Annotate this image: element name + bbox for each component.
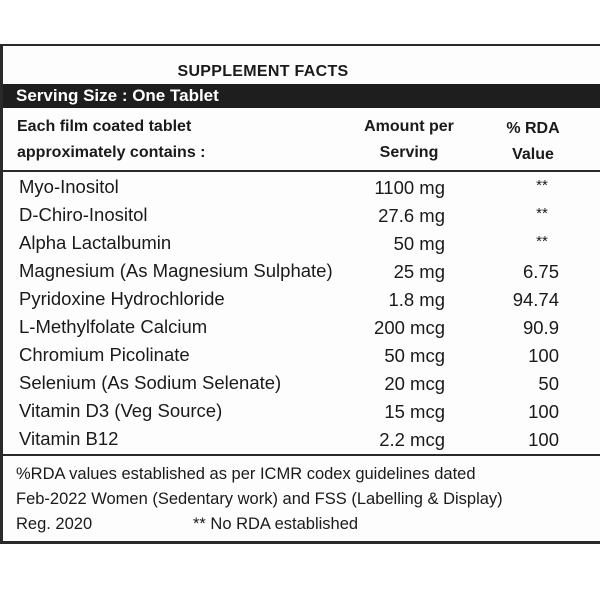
footnote xyxy=(16,462,591,537)
ingredient-name: Chromium Picolinate xyxy=(19,344,190,365)
amount-header-line2: Serving xyxy=(379,144,439,161)
serving-size-text: Serving Size : One Tablet xyxy=(16,86,219,105)
rda-header-line2: Value xyxy=(512,146,554,163)
ingredient-name: Magnesium (As Magnesium Sulphate) xyxy=(19,260,333,281)
ingredient-amount: 20 mcg xyxy=(384,373,445,394)
ingredient-amount: 1.8 mg xyxy=(388,289,445,310)
footnote-line1: %RDA values established as per ICMR codex guidelines dated xyxy=(16,465,476,483)
table-row xyxy=(3,370,600,398)
footnote-line3: Reg. 2020 xyxy=(16,515,93,533)
amount-header-line1: Amount per xyxy=(364,118,454,135)
ingredient-header-line1: Each film coated tablet xyxy=(17,118,192,135)
ingredient-rda: 50 xyxy=(538,373,559,394)
ingredient-rda: 100 xyxy=(528,429,559,450)
ingredient-column-header xyxy=(17,114,317,166)
serving-size-bar xyxy=(3,84,600,108)
table-row xyxy=(3,314,600,342)
ingredient-rda: 94.74 xyxy=(512,289,559,310)
ingredient-amount: 25 mg xyxy=(393,261,445,282)
ingredient-rda: 90.9 xyxy=(522,317,559,338)
table-row xyxy=(3,426,600,454)
ingredient-name: Pyridoxine Hydrochloride xyxy=(19,288,225,309)
table-row xyxy=(3,258,600,286)
ingredient-amount: 50 mcg xyxy=(384,345,445,366)
header-divider xyxy=(3,170,600,172)
supplement-facts-panel xyxy=(0,44,600,544)
ingredient-name: Myo-Inositol xyxy=(19,176,119,197)
table-row xyxy=(3,342,600,370)
ingredient-rda: 6.75 xyxy=(522,261,559,282)
ingredient-rda: 100 xyxy=(528,345,559,366)
footnote-line2: Feb-2022 Women (Sedentary work) and FSS (Labelling & Display) xyxy=(16,490,503,508)
ingredient-amount: 15 mcg xyxy=(384,401,445,422)
ingredient-name: Selenium (As Sodium Selenate) xyxy=(19,372,282,393)
table-row xyxy=(3,398,600,426)
ingredient-name: Alpha Lactalbumin xyxy=(19,232,172,253)
table-row xyxy=(3,286,600,314)
no-rda-note: ** No RDA established xyxy=(193,515,359,533)
table-row xyxy=(3,202,600,230)
table-row xyxy=(3,174,600,202)
ingredient-amount: 27.6 mg xyxy=(378,205,445,226)
ingredient-rda: ** xyxy=(536,177,548,194)
ingredient-amount: 50 mg xyxy=(393,233,445,254)
ingredient-header-line2: approximately contains : xyxy=(17,144,206,161)
rda-column-header xyxy=(488,116,578,168)
amount-column-header xyxy=(345,114,473,166)
ingredient-table xyxy=(3,174,600,454)
ingredient-rda: ** xyxy=(536,233,548,250)
ingredient-name: Vitamin B12 xyxy=(19,428,119,449)
panel-title: SUPPLEMENT FACTS xyxy=(177,63,349,80)
ingredient-rda: 100 xyxy=(528,401,559,422)
footnote-divider xyxy=(3,454,600,456)
ingredient-name: Vitamin D3 (Veg Source) xyxy=(19,400,223,421)
ingredient-amount: 1100 mg xyxy=(374,177,445,198)
ingredient-name: D-Chiro-Inositol xyxy=(19,204,148,225)
ingredient-rda: ** xyxy=(536,205,548,222)
ingredient-name: L-Methylfolate Calcium xyxy=(19,316,208,337)
ingredient-amount: 2.2 mcg xyxy=(379,429,445,450)
ingredient-amount: 200 mcg xyxy=(374,317,445,338)
rda-header-line1: % RDA xyxy=(506,120,560,137)
table-row xyxy=(3,230,600,258)
